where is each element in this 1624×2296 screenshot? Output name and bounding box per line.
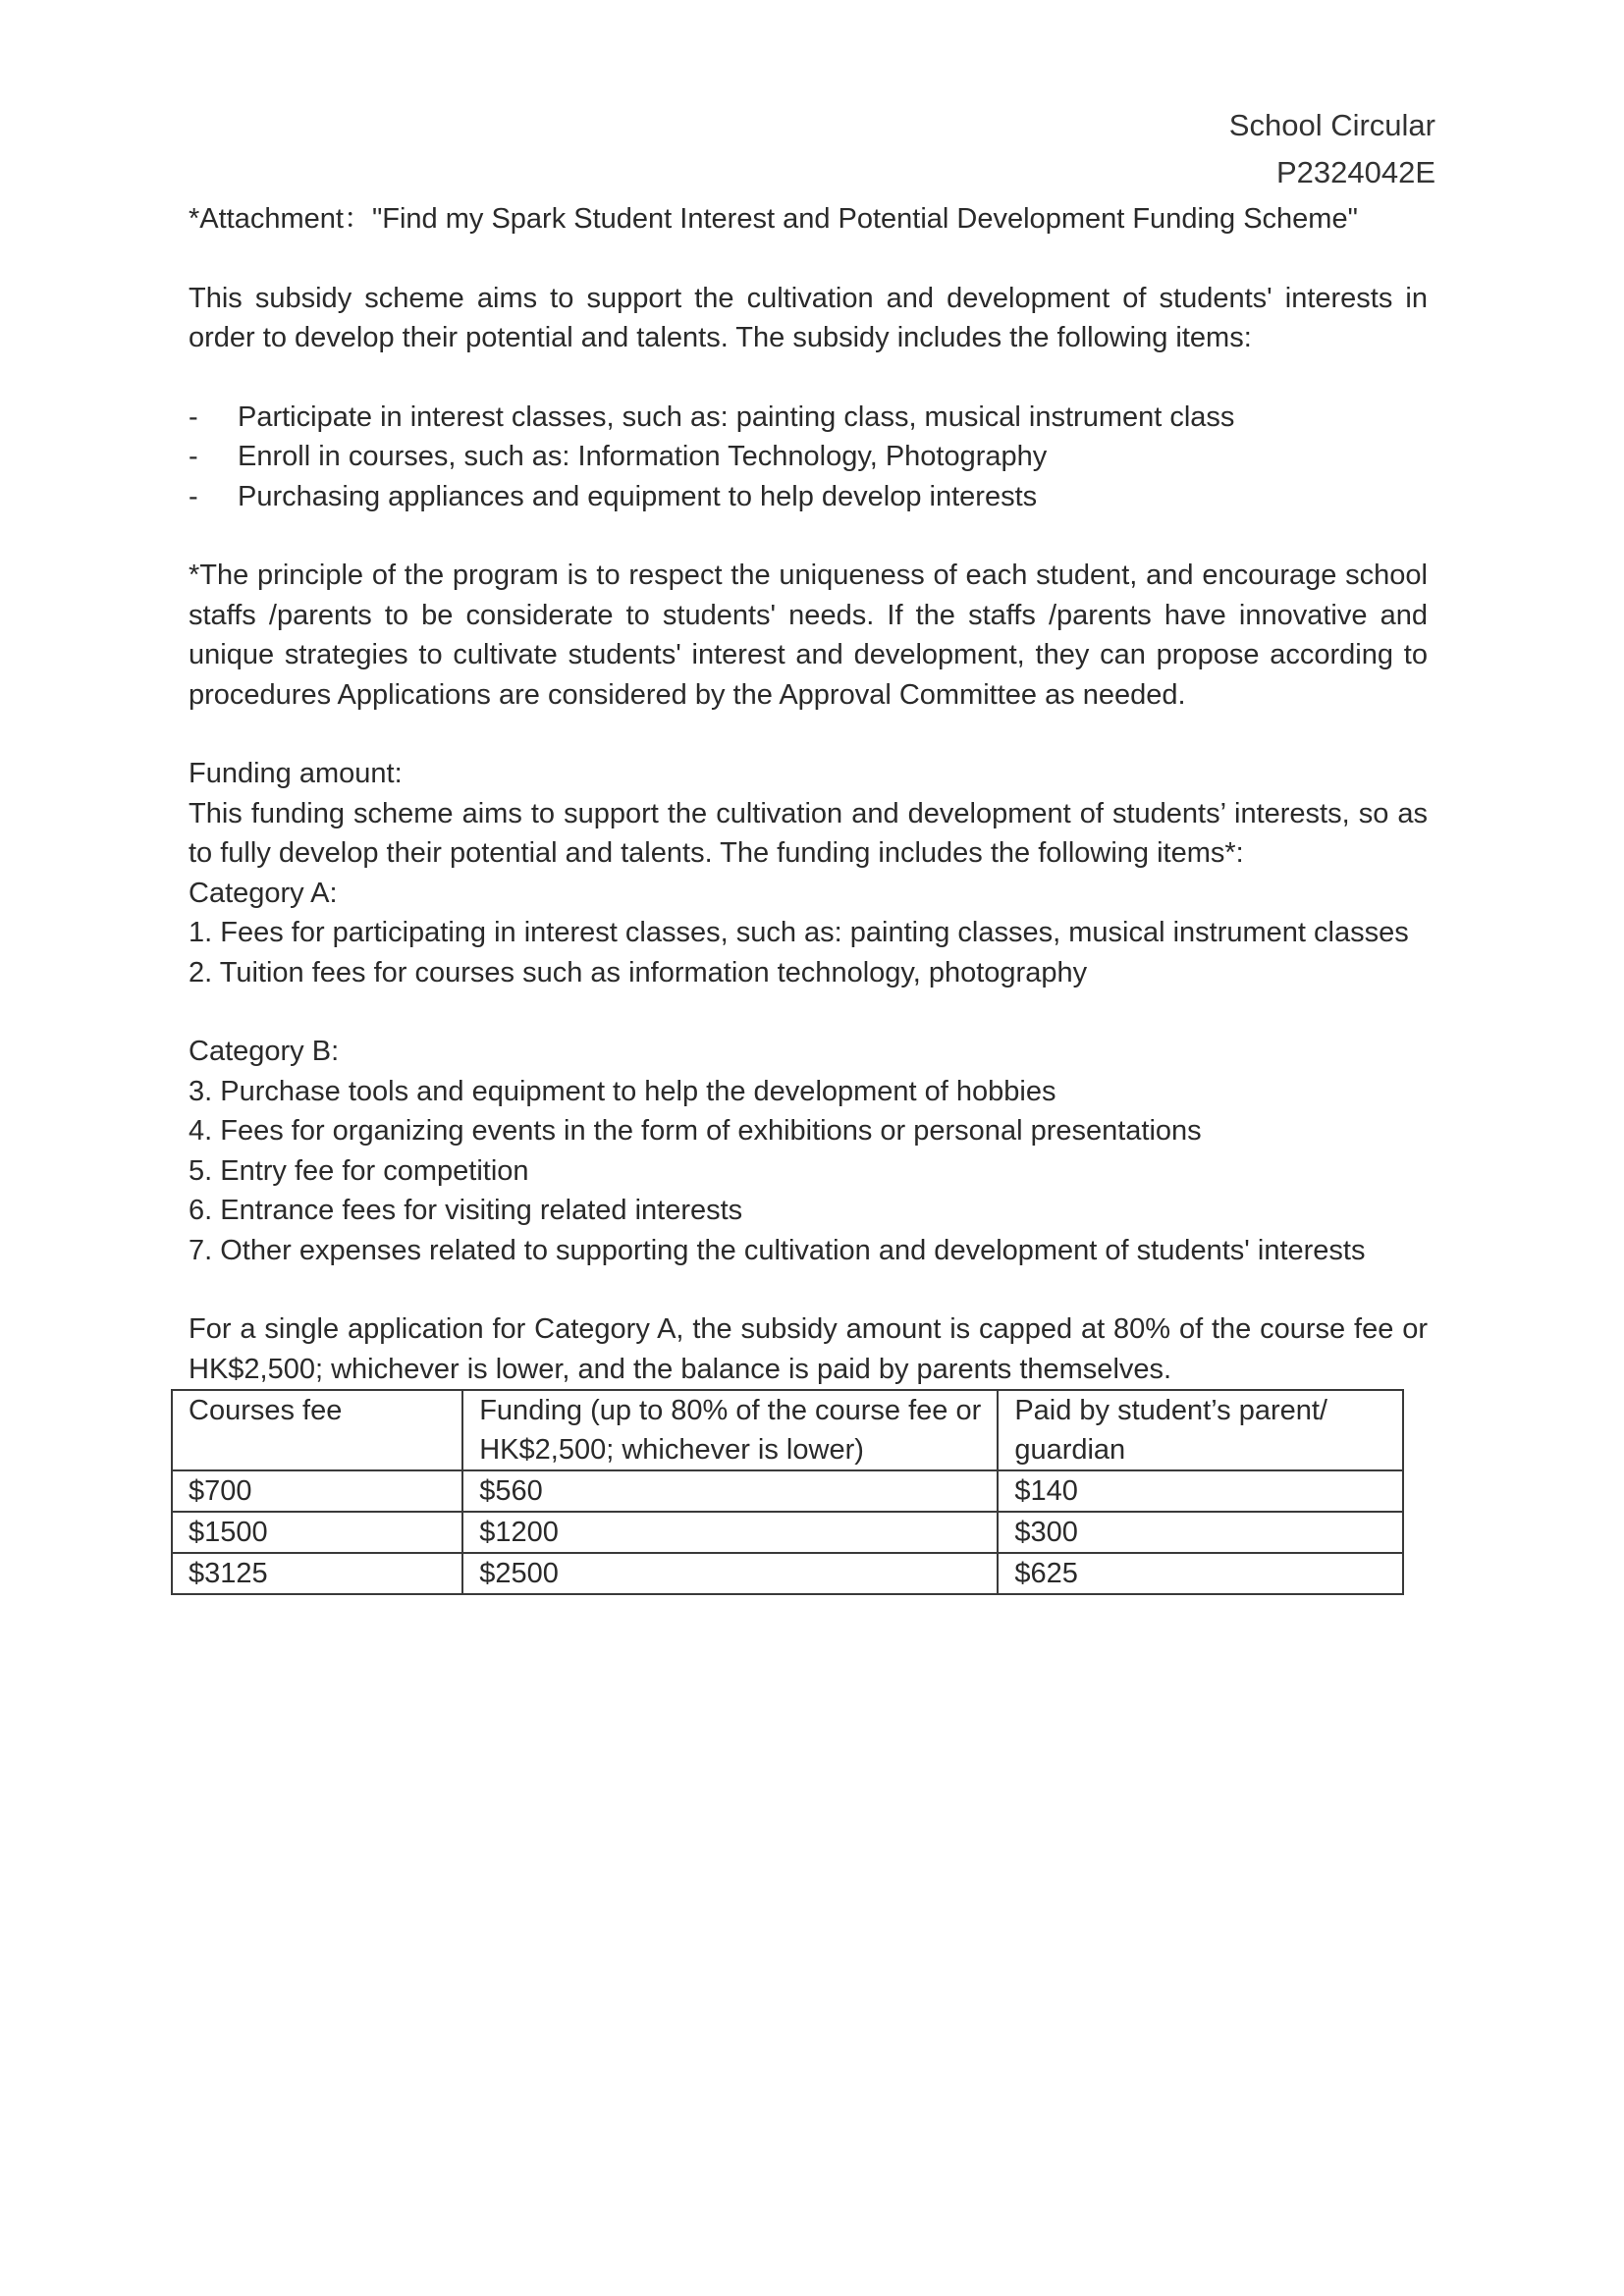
list-item: 7. Other expenses related to supporting the cultivation and development of students' interests — [189, 1234, 1366, 1266]
principle-paragraph: *The principle of the program is to respect the uniqueness of each student, and encourage school staffs /parents to be considerate to students' needs. If the staffs /parents have innovative and unique strategies to cultivate students' interest and development, they can propose according to procedures Applications are considered by the Approval Committee as needed. — [189, 560, 1428, 711]
table-cell: $1500 — [172, 1512, 462, 1553]
list-item: 6. Entrance fees for visiting related interests — [189, 1195, 743, 1226]
attachment-title: *Attachment："Find my Spark Student Interest and Potential Development Funding Scheme" — [189, 203, 1358, 235]
table-cell: $2500 — [462, 1553, 998, 1594]
table-cell: $1200 — [462, 1512, 998, 1553]
intro-paragraph: This subsidy scheme aims to support the cultivation and development of students' interests in order to develop their potential and talents. The subsidy includes the following items: — [189, 282, 1428, 353]
table-cell: $140 — [998, 1470, 1403, 1512]
cap-note-paragraph: For a single application for Category A, the subsidy amount is capped at 80% of the course fee or HK$2,500; whichever is lower, and the balance is paid by parents themselves. — [189, 1313, 1428, 1385]
subsidy-items-list — [189, 398, 1428, 517]
list-item: 2. Tuition fees for courses such as information technology, photography — [189, 956, 1088, 988]
list-item: - Purchasing appliances and equipment to help develop interests — [189, 480, 1038, 512]
list-item: 5. Entry fee for competition — [189, 1154, 529, 1187]
funding-heading: Funding amount: — [189, 758, 403, 789]
table-header-row — [172, 1390, 1403, 1470]
table-cell: $560 — [462, 1470, 998, 1512]
document-body — [189, 199, 1428, 1595]
list-item: 4. Fees for organizing events in the form of exhibitions or personal presentations — [189, 1115, 1202, 1147]
table-cell: $700 — [172, 1470, 462, 1512]
table-header-cell: Funding (up to 80% of the course fee or HK$2,500; whichever is lower) — [462, 1390, 998, 1470]
table-row — [172, 1512, 1403, 1553]
table-cell: $3125 — [172, 1553, 462, 1594]
list-item: 1. Fees for participating in interest classes, such as: painting classes, musical instrument classes — [189, 917, 1409, 948]
table-row — [172, 1470, 1403, 1512]
list-item: - Participate in interest classes, such as: painting class, musical instrument class — [189, 400, 1235, 433]
circular-reference-number: P2324042E — [1275, 155, 1435, 189]
circular-title: School Circular — [1228, 108, 1435, 142]
table-header-cell: Courses fee — [172, 1390, 462, 1470]
circular-header — [1229, 102, 1435, 196]
list-item: 3. Purchase tools and equipment to help the development of hobbies — [189, 1075, 1056, 1107]
table-cell: $300 — [998, 1512, 1403, 1553]
category-b-title: Category B: — [189, 1036, 340, 1067]
table-row — [172, 1553, 1403, 1594]
funding-paragraph: This funding scheme aims to support the cultivation and development of students’ interests, so as to fully develop their potential and talents. The funding includes the following items*: — [189, 797, 1428, 869]
list-item: - Enroll in courses, such as: Information Technology, Photography — [189, 441, 1048, 472]
funding-table — [171, 1389, 1404, 1595]
table-cell: $625 — [998, 1553, 1403, 1594]
table-header-cell: Paid by student’s parent/ guardian — [998, 1390, 1403, 1470]
category-a-title: Category A: — [189, 877, 338, 909]
